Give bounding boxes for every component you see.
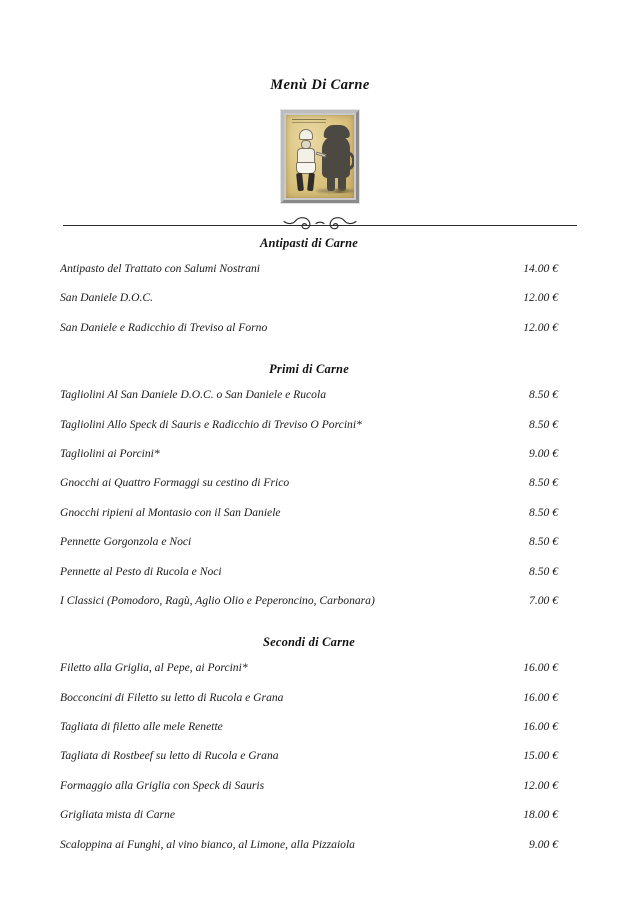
menu-item — [60, 749, 558, 778]
menu-item-name: Antipasto del Trattato con Salumi Nostrani — [60, 262, 261, 275]
menu-item-name: San Daniele D.O.C. — [60, 291, 154, 305]
menu-item-name: Formaggio alla Griglia con Speck di Sauris — [60, 778, 265, 792]
menu-item-price: 12.00 € — [523, 778, 558, 792]
menu-item-price: 14.00 € — [523, 262, 558, 275]
menu-item-price: 9.00 € — [529, 837, 558, 851]
section-antipasti — [60, 236, 558, 350]
menu-item — [60, 321, 558, 350]
menu-item-name: Scaloppina ai Funghi, al vino bianco, al Limone, alla Pizzaiola — [60, 837, 355, 851]
menu-item — [60, 291, 558, 320]
menu-item — [60, 565, 558, 594]
menu-item-price: 8.50 € — [529, 505, 558, 519]
menu-item-price: 7.00 € — [529, 593, 558, 607]
section-primi — [60, 359, 558, 623]
section-secondi — [60, 632, 558, 867]
menu-item — [60, 476, 558, 505]
menu-item-name: Tagliolini Al San Daniele D.O.C. o San Daniele e Rucola — [60, 388, 326, 402]
menu-item-price: 12.00 € — [523, 320, 558, 334]
menu-item-name: Pennette al Pesto di Rucola e Noci — [60, 564, 222, 578]
menu-item-name: Gnocchi ripieni al Montasio con il San Daniele — [60, 505, 281, 519]
menu-item-price: 8.50 € — [529, 417, 558, 431]
menu-item-name: Filetto alla Griglia, al Pepe, ai Porcini* — [60, 661, 248, 675]
page-title: Menù Di Carne — [270, 77, 370, 93]
menu-item — [60, 661, 558, 690]
menu-item-price: 15.00 € — [523, 749, 558, 763]
menu-item-price: 8.50 € — [529, 388, 558, 402]
illustration-canvas — [286, 115, 354, 198]
section-header: Primi di Carne — [269, 362, 349, 377]
menu-item-name: Tagliolini Allo Speck di Sauris e Radicchio di Treviso O Porcini* — [60, 417, 362, 431]
menu-item-price: 8.50 € — [529, 564, 558, 578]
menu-item-price: 16.00 € — [523, 661, 558, 675]
illustration-signature — [333, 189, 349, 193]
flourish-ornament — [282, 211, 358, 235]
menu-item-price: 8.50 € — [529, 476, 558, 490]
menu-item — [60, 779, 558, 808]
menu-item — [60, 388, 558, 417]
menu-item-price: 12.00 € — [523, 291, 558, 305]
menu-item-price: 18.00 € — [523, 808, 558, 822]
menu-item-price: 9.00 € — [529, 446, 558, 460]
menu-item — [60, 691, 558, 720]
menu-item-name: I Classici (Pomodoro, Ragù, Aglio Olio e Peperoncino, Carbonara) — [60, 593, 375, 607]
menu-item — [60, 838, 558, 867]
menu-item — [60, 535, 558, 564]
menu-item-name: Gnocchi ai Quattro Formaggi su cestino di Frico — [60, 476, 290, 490]
menu-sections — [60, 236, 558, 867]
menu-item-name: Tagliolini ai Porcini* — [60, 446, 160, 460]
menu-item-name: San Daniele e Radicchio di Treviso al Forno — [60, 320, 268, 334]
section-header: Antipasti di Carne — [259, 236, 359, 250]
menu-item-price: 8.50 € — [529, 535, 558, 549]
chef-illustration — [281, 110, 359, 203]
menu-item — [60, 720, 558, 749]
menu-item-name: Tagliata di Rostbeef su letto di Rucola e Grana — [60, 749, 279, 763]
menu-item-name: Bocconcini di Filetto su letto di Rucola e Grana — [60, 690, 284, 704]
divider — [63, 219, 577, 221]
menu-item — [60, 418, 558, 447]
menu-item — [60, 594, 558, 623]
menu-item-price: 16.00 € — [523, 690, 558, 704]
menu-item — [60, 262, 558, 291]
illustration-caption-text — [292, 119, 326, 126]
menu-item-name: Tagliata di filetto alle mele Renette — [60, 720, 223, 734]
thin-chef-figure — [294, 129, 320, 191]
menu-item-price: 16.00 € — [523, 720, 558, 734]
menu-item — [60, 447, 558, 476]
section-header: Secondi di Carne — [262, 635, 356, 650]
menu-item-name: Grigliata mista di Carne — [60, 808, 175, 822]
menu-item-name: Pennette Gorgonzola e Noci — [60, 535, 192, 549]
fat-shadow-silhouette — [322, 125, 352, 191]
menu-item — [60, 506, 558, 535]
menu-item — [60, 808, 558, 837]
